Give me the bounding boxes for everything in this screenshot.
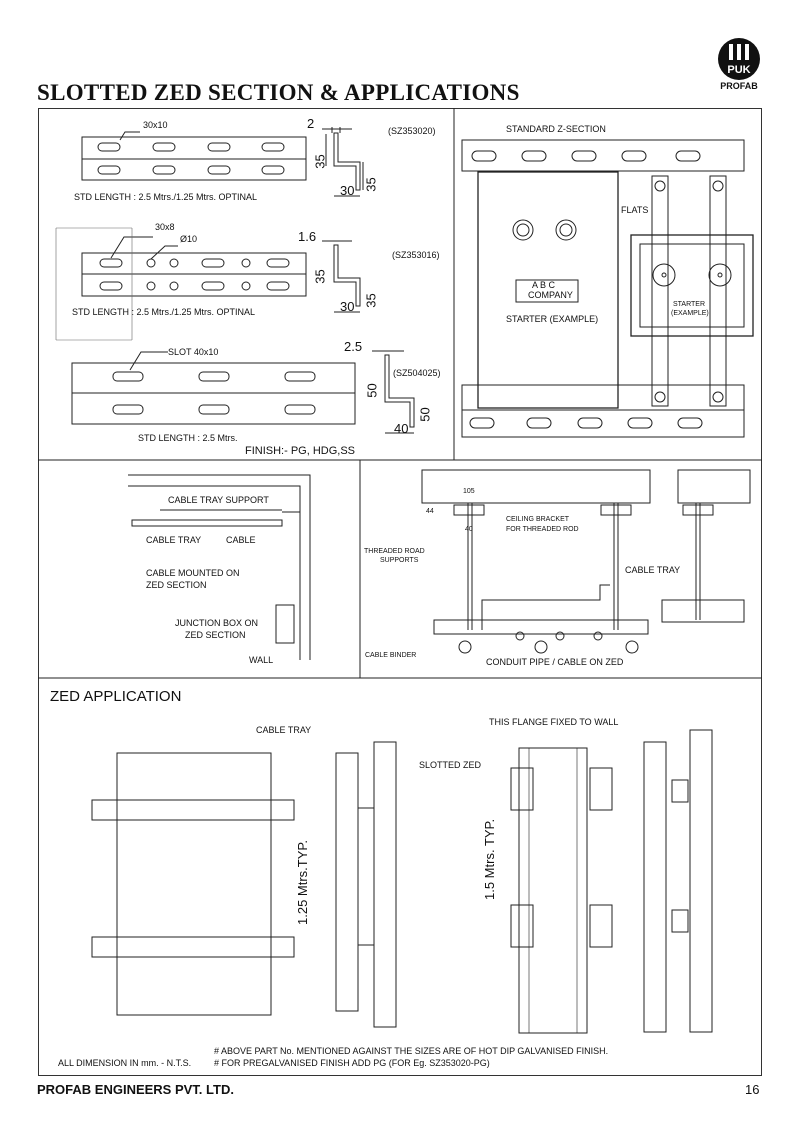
z1-h2: 35 bbox=[363, 177, 379, 192]
flats-label: FLATS bbox=[621, 205, 649, 215]
z3-code: (SZ504025) bbox=[393, 368, 441, 378]
conduit-label: CONDUIT PIPE / CABLE ON ZED bbox=[486, 657, 624, 667]
starter2-label: STARTER bbox=[673, 301, 706, 308]
wall-cable-label: CABLE bbox=[226, 535, 256, 545]
abc-label: A B C bbox=[532, 280, 556, 290]
note-2: # FOR PREGALVANISED FINISH ADD PG (FOR Eg. SZ353020-PG) bbox=[214, 1058, 490, 1068]
dim-40: 40 bbox=[465, 526, 473, 533]
dim-125-label: 1.25 Mtrs.TYP. bbox=[295, 839, 310, 925]
wall-tray-label: CABLE TRAY bbox=[146, 535, 202, 545]
z1-length: STD LENGTH : 2.5 Mtrs./1.25 Mtrs. OPTINAL bbox=[74, 192, 258, 202]
z1-h: 35 bbox=[312, 154, 328, 169]
zed-application-diagram bbox=[92, 730, 712, 1033]
z1-code: (SZ353020) bbox=[388, 126, 436, 136]
finish-label: FINISH:- PG, HDG,SS bbox=[245, 445, 356, 457]
slotted-zed-label: SLOTTED ZED bbox=[419, 760, 482, 770]
app-tray-label: CABLE TRAY bbox=[256, 725, 312, 735]
logo-mark: PUK bbox=[727, 64, 751, 76]
z2-h: 35 bbox=[312, 269, 328, 284]
dimensions-note: ALL DIMENSION IN mm. - N.T.S. bbox=[58, 1058, 192, 1068]
std-z-label: STANDARD Z-SECTION bbox=[506, 124, 606, 134]
footer-company: PROFAB ENGINEERS PVT. LTD. bbox=[37, 1082, 234, 1097]
starter-label: STARTER (EXAMPLE) bbox=[506, 314, 599, 324]
bracket-label-1: CEILING BRACKET bbox=[506, 516, 570, 523]
note-1: # ABOVE PART No. MENTIONED AGAINST THE SIZES ARE OF HOT DIP GALVANISED FINISH. bbox=[214, 1046, 609, 1056]
company-label: COMPANY bbox=[528, 290, 573, 300]
z3-thk: 2.5 bbox=[344, 339, 363, 354]
tray-support-label: CABLE TRAY SUPPORT bbox=[168, 495, 269, 505]
road-label-1: THREADED ROAD bbox=[364, 548, 425, 555]
z2-length: STD LENGTH : 2.5 Mtrs./1.25 Mtrs. OPTINAL bbox=[72, 307, 256, 317]
z3-slot-label: SLOT 40x10 bbox=[168, 347, 219, 357]
zed-section-3 bbox=[72, 351, 414, 436]
z3-h: 50 bbox=[364, 383, 380, 398]
z2-slot-label: 30x8 bbox=[155, 222, 175, 232]
ceiling-tray-label: CABLE TRAY bbox=[625, 565, 681, 575]
bracket-label-2: FOR THREADED ROD bbox=[506, 526, 579, 533]
mounted-label-1: CABLE MOUNTED ON bbox=[146, 568, 240, 578]
flange-label: THIS FLANGE FIXED TO WALL bbox=[489, 717, 619, 727]
z3-length: STD LENGTH : 2.5 Mtrs. bbox=[138, 433, 238, 443]
z2-h2: 35 bbox=[363, 293, 379, 308]
zed-application-heading: ZED APPLICATION bbox=[50, 688, 182, 705]
z3-w: 40 bbox=[394, 421, 409, 436]
dim-44: 44 bbox=[426, 508, 434, 515]
mounted-label-2: ZED SECTION bbox=[146, 580, 207, 590]
z1-thk: 2 bbox=[307, 116, 315, 131]
z2-code: (SZ353016) bbox=[392, 250, 440, 260]
starter-assembly bbox=[462, 140, 753, 437]
example-label: (EXAMPLE) bbox=[671, 310, 709, 317]
binder-label: CABLE BINDER bbox=[365, 652, 417, 659]
dim-15-label: 1.5 Mtrs. TYP. bbox=[482, 818, 497, 900]
road-label-2: SUPPORTS bbox=[380, 557, 419, 564]
z2-w: 30 bbox=[340, 299, 355, 314]
jb-label-1: JUNCTION BOX ON bbox=[175, 618, 259, 628]
ceiling-suspension-diagram bbox=[422, 470, 750, 653]
z2-thk: 1.6 bbox=[298, 229, 317, 244]
wall-label: WALL bbox=[249, 655, 274, 665]
z2-hole-label: Ø10 bbox=[180, 234, 198, 244]
jb-label-2: ZED SECTION bbox=[185, 630, 246, 640]
dim-105: 105 bbox=[463, 488, 475, 495]
page-title: SLOTTED ZED SECTION & APPLICATIONS bbox=[37, 80, 520, 105]
z1-w: 30 bbox=[340, 183, 355, 198]
logo-brand: PROFAB bbox=[720, 81, 758, 91]
page-number: 16 bbox=[745, 1082, 760, 1097]
z1-slot-label: 30x10 bbox=[143, 120, 168, 130]
z3-h2: 50 bbox=[417, 407, 433, 422]
